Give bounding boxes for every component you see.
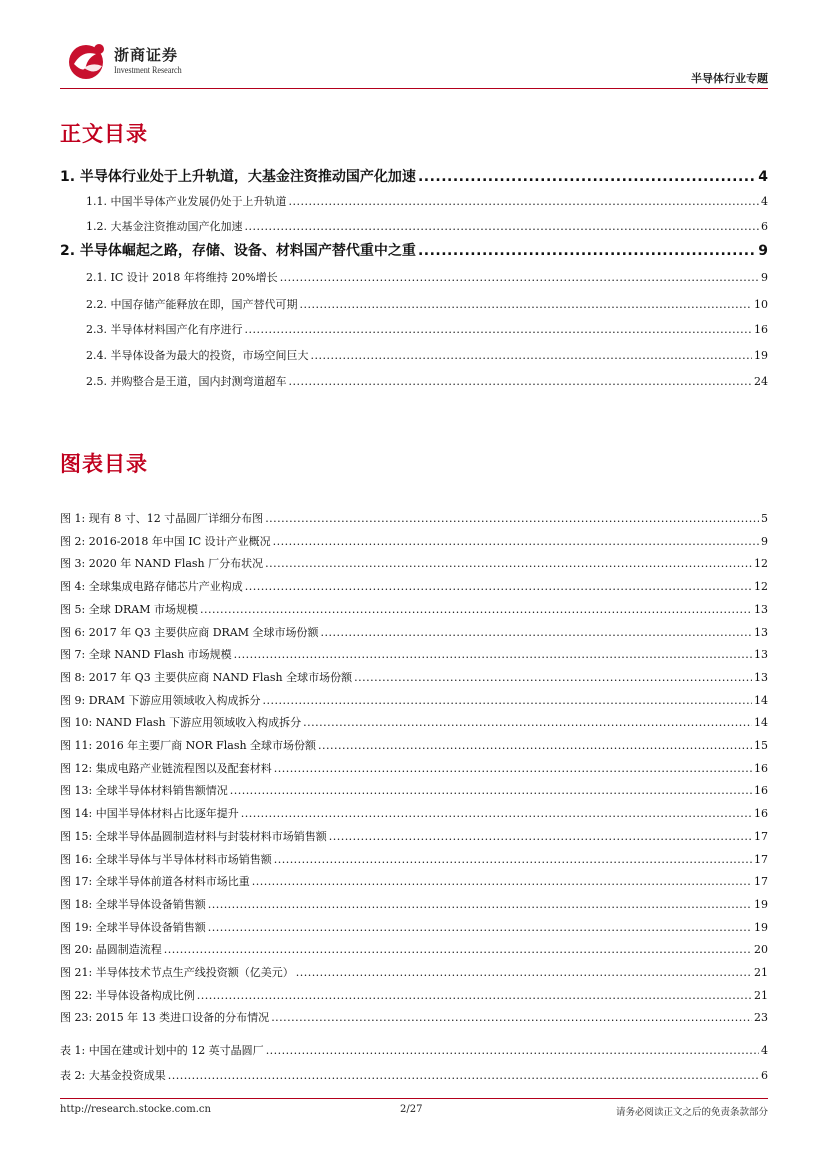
figure-entry-label: 图 14: 中国半导体材料占比逐年提升 <box>60 807 239 821</box>
dot-leader <box>296 966 752 979</box>
figure-entry[interactable] <box>60 555 768 571</box>
figure-entry-label: 图 8: 2017 年 Q3 主要供应商 NAND Flash 全球市场份额 <box>60 670 353 684</box>
figure-entry-label: 图 15: 全球半导体晶圆制造材料与封装材料市场销售额 <box>60 829 327 843</box>
zheshang-logo-icon <box>66 40 110 84</box>
figure-entry-label: 图 23: 2015 年 13 类进口设备的分布情况 <box>60 1011 270 1025</box>
figure-entry-label: 图 9: DRAM 下游应用领域收入构成拆分 <box>60 693 261 707</box>
figure-entry-page: 21 <box>754 966 768 979</box>
figure-entry-page: 19 <box>754 920 768 934</box>
dot-leader <box>252 875 752 888</box>
figure-entry-page: 16 <box>754 807 768 821</box>
figure-entry-page: 23 <box>754 1011 768 1025</box>
dot-leader <box>197 989 752 1002</box>
dot-leader <box>241 807 752 820</box>
figure-entry-page: 9 <box>761 534 768 548</box>
footer-url[interactable]: http://research.stocke.com.cn <box>60 1104 211 1115</box>
figure-entry[interactable] <box>60 760 768 776</box>
toc-section-entry[interactable] <box>60 296 768 312</box>
figure-entry-label: 图 2: 2016-2018 年中国 IC 设计产业概况 <box>60 534 271 548</box>
brand-name-en: Investment Research <box>114 65 182 75</box>
figure-entry-page: 12 <box>754 557 768 571</box>
toc-section-entry-label: 2.2. 中国存储产能释放在即，国产替代可期 <box>86 298 298 311</box>
page-number: 2/27 <box>400 1104 423 1115</box>
dot-leader <box>303 716 752 729</box>
header-divider <box>60 88 768 89</box>
toc-section-entry[interactable] <box>60 269 768 285</box>
dot-leader <box>200 603 752 616</box>
figure-entry-page: 20 <box>754 943 768 957</box>
figure-entry[interactable] <box>60 692 768 708</box>
table-entry[interactable] <box>60 1067 768 1083</box>
figure-entry-label: 图 21: 半导体技术节点生产线投资额（亿美元） <box>60 966 294 979</box>
figure-entry-label: 图 3: 2020 年 NAND Flash 厂分布状况 <box>60 557 264 571</box>
toc-section-entry-label: 1.2. 大基金注资推动国产化加速 <box>86 220 243 233</box>
figure-entry-page: 14 <box>754 716 768 730</box>
dot-leader <box>274 762 752 775</box>
table-entry-page: 4 <box>761 1044 768 1057</box>
toc-section-entry[interactable] <box>60 373 768 389</box>
table-entry-label: 表 1: 中国在建或计划中的 12 英寸晶圆厂 <box>60 1044 264 1057</box>
dot-leader <box>245 580 752 593</box>
dot-leader <box>273 535 759 548</box>
figure-entry[interactable] <box>60 805 768 821</box>
toc-section-entry[interactable] <box>60 321 768 337</box>
figure-entry-label: 图 11: 2016 年主要厂商 NOR Flash 全球市场份额 <box>60 739 317 752</box>
figure-entry[interactable] <box>60 941 768 957</box>
figure-entry-label: 图 20: 晶圆制造流程 <box>60 943 162 957</box>
toc-section-entry-label: 2.1. IC 设计 2018 年将维持 20%增长 <box>86 271 278 284</box>
toc-chapter-entry-label: 1. 半导体行业处于上升轨道，大基金注资推动国产化加速 <box>60 169 416 185</box>
footer-divider <box>60 1098 768 1099</box>
toc-section-entry-page: 6 <box>761 220 768 233</box>
figure-entry[interactable] <box>60 828 768 844</box>
dot-leader <box>245 323 753 336</box>
dot-leader <box>418 169 756 185</box>
disclaimer-notice: 请务必阅读正文之后的免责条款部分 <box>615 1107 768 1118</box>
dot-leader <box>318 739 752 752</box>
figure-entry[interactable] <box>60 714 768 730</box>
toc-chapter-entry-page: 4 <box>758 169 768 185</box>
figure-entry[interactable] <box>60 782 768 798</box>
figure-entry-page: 13 <box>754 670 768 684</box>
figure-entry-label: 图 13: 全球半导体材料销售额情况 <box>60 784 228 798</box>
toc-chapter-entry[interactable] <box>60 166 768 186</box>
figure-entry-page: 19 <box>754 897 768 911</box>
dot-leader <box>321 626 753 639</box>
toc-section-entry[interactable] <box>60 193 768 209</box>
toc-chapter-entry[interactable] <box>60 240 768 260</box>
table-entry-label: 表 2: 大基金投资成果 <box>60 1069 166 1082</box>
toc-section-entry[interactable] <box>60 347 768 363</box>
dot-leader <box>289 195 760 208</box>
figure-entry-label: 图 5: 全球 DRAM 市场规模 <box>60 602 198 616</box>
figure-entry-label: 图 6: 2017 年 Q3 主要供应商 DRAM 全球市场份额 <box>60 625 319 639</box>
figure-entry[interactable] <box>60 510 768 526</box>
figure-entry-page: 14 <box>754 693 768 707</box>
toc-section-entry-page: 24 <box>754 375 768 388</box>
figure-entry-page: 5 <box>761 512 768 525</box>
figure-entry[interactable] <box>60 601 768 617</box>
figure-entry-page: 15 <box>754 739 768 752</box>
figure-entry-page: 17 <box>754 829 768 843</box>
dot-leader <box>300 298 753 311</box>
figure-entry[interactable] <box>60 646 768 662</box>
toc-section-entry-label: 2.3. 半导体材料国产化有序进行 <box>86 323 243 336</box>
figure-entry-label: 图 12: 集成电路产业链流程图以及配套材料 <box>60 761 272 775</box>
figure-entry-label: 图 17: 全球半导体前道各材料市场比重 <box>60 875 250 889</box>
figure-entry[interactable] <box>60 1009 768 1025</box>
dot-leader <box>265 512 759 525</box>
dot-leader <box>329 830 752 843</box>
figure-entry-page: 16 <box>754 761 768 775</box>
figure-entry-page: 21 <box>754 988 768 1002</box>
toc-section-entry-page: 19 <box>754 349 768 362</box>
figure-entry[interactable] <box>60 851 768 867</box>
figure-entry-page: 12 <box>754 580 768 594</box>
dot-leader <box>274 853 752 866</box>
dot-leader <box>168 1069 759 1082</box>
toc-chapter-entry-page: 9 <box>758 243 768 259</box>
toc-section-entry[interactable] <box>60 218 768 234</box>
figure-entry-label: 图 4: 全球集成电路存储芯片产业构成 <box>60 580 243 594</box>
figure-entry[interactable] <box>60 964 768 980</box>
figure-entry-page: 17 <box>754 875 768 889</box>
figure-entry-label: 图 7: 全球 NAND Flash 市场规模 <box>60 648 232 662</box>
figure-entry-page: 13 <box>754 648 768 662</box>
dot-leader <box>354 671 752 684</box>
figure-entry[interactable] <box>60 896 768 912</box>
dot-leader <box>266 1044 759 1057</box>
figure-entry-page: 13 <box>754 625 768 639</box>
figure-entry[interactable] <box>60 669 768 685</box>
dot-leader <box>280 271 759 284</box>
toc-section-entry-page: 16 <box>754 323 768 336</box>
figure-entry-page: 17 <box>754 852 768 866</box>
figure-entry-label: 图 1: 现有 8 寸、12 寸晶圆厂详细分布图 <box>60 512 264 525</box>
figure-entry-page: 13 <box>754 602 768 616</box>
figure-entry-label: 图 22: 半导体设备构成比例 <box>60 988 195 1002</box>
dot-leader <box>265 557 752 570</box>
figure-entry-page: 16 <box>754 784 768 798</box>
figure-entry[interactable] <box>60 987 768 1003</box>
figure-entry[interactable] <box>60 624 768 640</box>
dot-leader <box>311 349 753 362</box>
toc-section-entry-page: 9 <box>761 271 768 284</box>
table-entry-page: 6 <box>761 1069 768 1082</box>
figures-title: 图表目录 <box>60 452 148 476</box>
toc-section-entry-label: 2.5. 并购整合是王道，国内封测弯道超车 <box>86 375 287 388</box>
toc-chapter-entry-label: 2. 半导体崛起之路，存储、设备、材料国产替代重中之重 <box>60 243 416 259</box>
figure-entry-label: 图 19: 全球半导体设备销售额 <box>60 920 206 934</box>
figure-entry[interactable] <box>60 873 768 889</box>
toc-section-entry-page: 10 <box>754 298 768 311</box>
dot-leader <box>208 921 752 934</box>
toc-section-entry-page: 4 <box>761 195 768 208</box>
toc-section-entry-label: 2.4. 半导体设备为最大的投资，市场空间巨大 <box>86 349 309 362</box>
figure-entry[interactable] <box>60 533 768 549</box>
figure-entry-label: 图 18: 全球半导体设备销售额 <box>60 897 206 911</box>
contents-title: 正文目录 <box>60 122 148 146</box>
dot-leader <box>234 648 752 661</box>
dot-leader <box>208 898 752 911</box>
figure-entry[interactable] <box>60 919 768 935</box>
page-header <box>60 40 768 88</box>
toc-section-entry-label: 1.1. 中国半导体产业发展仍处于上升轨道 <box>86 195 287 208</box>
figure-entry-label: 图 10: NAND Flash 下游应用领域收入构成拆分 <box>60 716 302 730</box>
figure-entry[interactable] <box>60 578 768 594</box>
brand-name-cn: 浙商证券 <box>114 46 179 64</box>
dot-leader <box>245 220 760 233</box>
figure-entry-label: 图 16: 全球半导体与半导体材料市场销售额 <box>60 852 272 866</box>
dot-leader <box>289 375 753 388</box>
dot-leader <box>230 784 752 797</box>
dot-leader <box>271 1011 752 1024</box>
table-entry[interactable] <box>60 1042 768 1058</box>
report-type: 半导体行业专题 <box>691 72 768 85</box>
dot-leader <box>164 943 752 956</box>
figure-entry[interactable] <box>60 737 768 753</box>
dot-leader <box>418 243 756 259</box>
dot-leader <box>263 694 752 707</box>
